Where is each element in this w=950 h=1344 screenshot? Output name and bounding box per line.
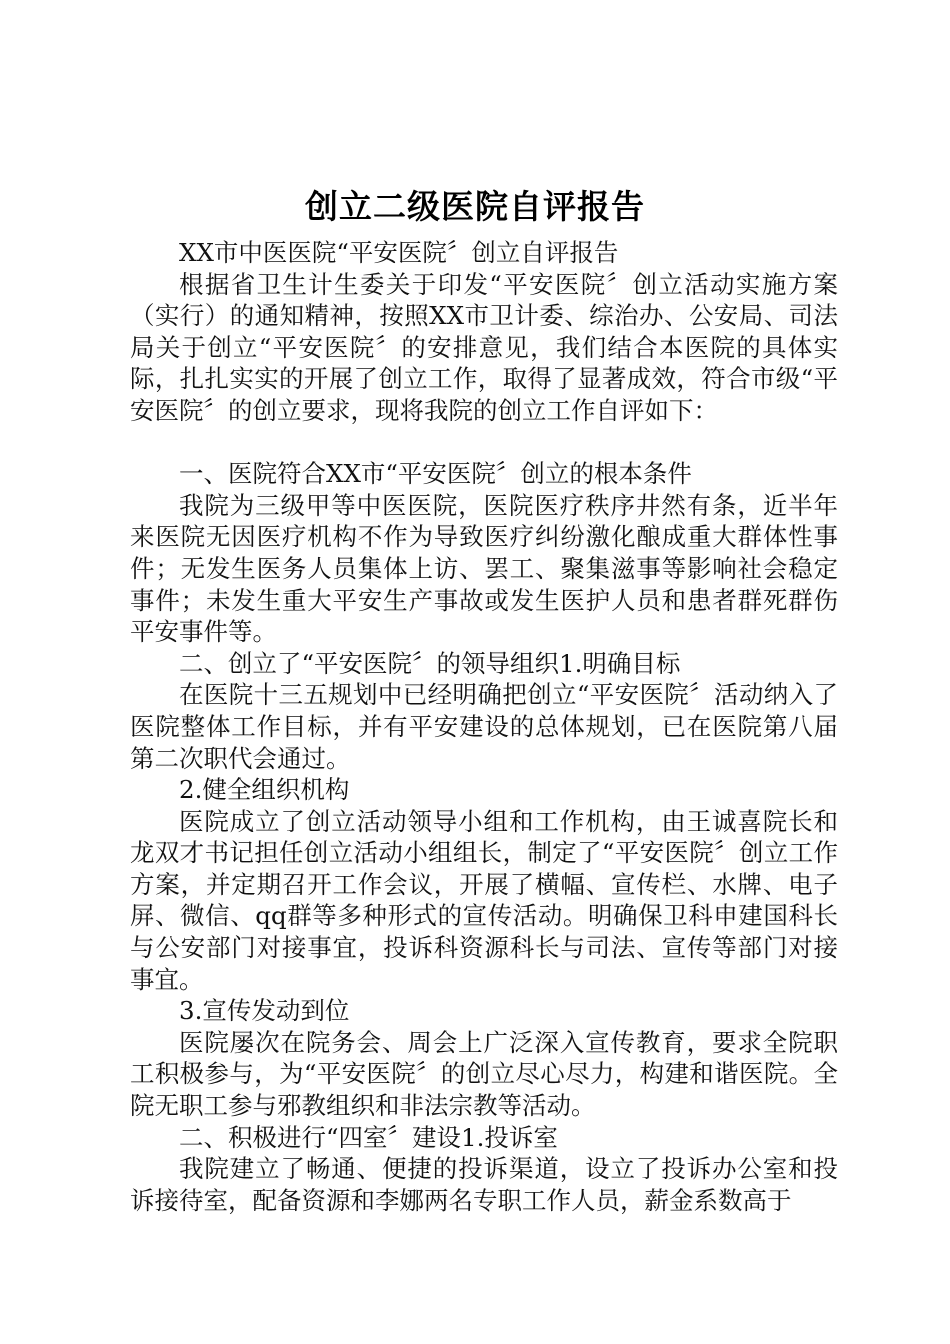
paragraph-subtitle: XX市中医医院“平安医院〞创立自评报告 (179, 238, 619, 267)
section-heading-2: 二、创立了“平安医院〞的领导组织1.明确目标 (179, 648, 681, 678)
subheading-organization: 2.健全组织机构 (179, 775, 350, 805)
paragraph-intro: 根据省卫生计生委关于印发“平安医院〞创立活动实施方案（实行）的通知精神，按照XX市卫计委、综治办、公安局、司法局关于创立“平安医院〞的安排意见，我们结合本医院的具体实际，扎扎实实的开展了创立工作，取得了显著成效，符合市级“平安医院〞的创立要求，现将我院的创立工作自评如下： (130, 269, 838, 425)
document-body (130, 237, 838, 1216)
subheading-publicity: 3.宣传发动到位 (179, 996, 350, 1026)
paragraph-section-1: 我院为三级甲等中医医院，医院医疗秩序井然有条，近半年来医院无因医疗机构不作为导致医疗纠纷激化酿成重大群体性事件；无发生医务人员集体上访、罢工、聚集滋事等影响社会稳定事件；未发生重大平安生产事故或发生医护人员和患者群死群伤平安事件等。 (130, 490, 838, 647)
blank-line (130, 427, 838, 459)
paragraph-complaints: 我院建立了畅通、便捷的投诉渠道，设立了投诉办公室和投诉接待室，配备资源和李娜两名专职工作人员，薪金系数高于 (130, 1154, 838, 1215)
paragraph-goal: 在医院十三五规划中已经明确把创立“平安医院〞活动纳入了医院整体工作目标，并有平安建设的总体规划，已在医院第八届第二次职代会通过。 (130, 680, 838, 773)
section-heading-1: 一、医院符合XX市“平安医院〞创立的根本条件 (179, 459, 692, 489)
paragraph-organization: 医院成立了创立活动领导小组和工作机构，由王诚喜院长和龙双才书记担任创立活动小组组长，制定了“平安医院〞创立工作方案，并定期召开工作会议，开展了横幅、宣传栏、水牌、电子屏、微信、qq群等多种形式的宣传活动。明确保卫科申建国科长与公安部门对接事宜，投诉科资源科长与司法、宣传等部门对接事宜。 (130, 806, 838, 994)
section-heading-3: 二、积极进行“四室〞建设1.投诉室 (179, 1122, 558, 1152)
paragraph-publicity: 医院屡次在院务会、周会上广泛深入宣传教育，要求全院职工积极参与，为“平安医院〞的创立尽心尽力，构建和谐医院。全院无职工参与邪教组织和非法宗教等活动。 (130, 1027, 838, 1121)
document-title: 创立二级医院自评报告 (305, 187, 645, 226)
